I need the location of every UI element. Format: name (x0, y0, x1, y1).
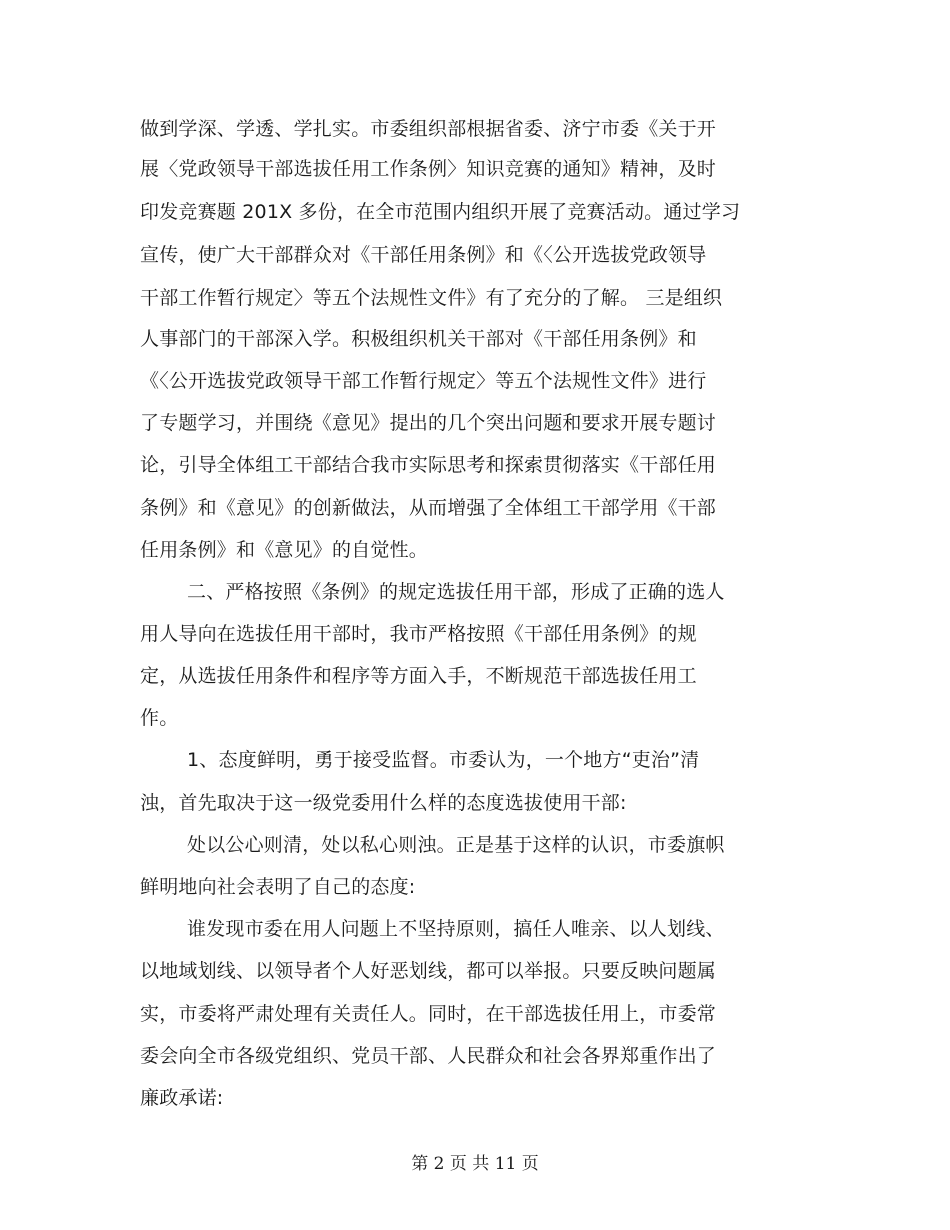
text-line: 论，引导全体组工干部结合我市实际思考和探索贯彻落实《干部任用 (140, 454, 717, 476)
text-line: 实，市委将严肃处理有关责任人。同时，在干部选拔任用上，市委常 (140, 1003, 717, 1025)
page-number-footer: 第 2 页 共 11 页 (411, 1154, 539, 1174)
paragraph-start: 1、态度鲜明，勇于接受监督。市委认为，一个地方“吏治”清 (187, 749, 700, 771)
paragraph-start: 二、严格按照《条例》的规定选拔任用干部，形成了正确的选人 (187, 581, 725, 603)
text-line: 任用条例》和《意见》的自觉性。 (140, 539, 429, 561)
text-line: 人事部门的干部深入学。积极组织机关干部对《干部任用条例》和 (140, 328, 697, 350)
paragraph-start: 处以公心则清，处以私心则浊。正是基于这样的认识，市委旗帜 (187, 834, 725, 856)
text-line: 宣传，使广大干部群众对《干部任用条例》和《〈公开选拔党政领导 (140, 244, 707, 266)
text-line: 廉政承诺: (140, 1087, 224, 1109)
text-line: 条例》和《意见》的创新做法，从而增强了全体组工干部学用《干部 (140, 497, 717, 519)
text-line: 展〈党政领导干部选拔任用工作条例〉知识竞赛的通知》精神，及时 (140, 158, 717, 180)
text-line: 用人导向在选拔任用干部时，我市严格按照《干部任用条例》的规 (140, 623, 697, 645)
text-line: 印发竞赛题 201X 多份，在全市范围内组织开展了竞赛活动。通过学习 (140, 201, 741, 223)
text-line: 做到学深、学透、学扎实。市委组织部根据省委、济宁市委《关于开 (140, 118, 717, 140)
text-line: 鲜明地向社会表明了自己的态度: (140, 876, 416, 898)
text-line: 了专题学习，并围绕《意见》提出的几个突出问题和要求开展专题讨 (140, 412, 717, 434)
paragraph-start: 谁发现市委在用人问题上不坚持原则，搞任人唯亲、以人划线、 (187, 918, 725, 940)
text-line: 以地域划线、以领导者个人好恶划线，都可以举报。只要反映问题属 (140, 960, 717, 982)
text-line: 定，从选拔任用条件和程序等方面入手，不断规范干部选拔任用工 (140, 665, 697, 687)
text-line: 作。 (140, 707, 179, 729)
text-line: 《〈公开选拔党政领导干部工作暂行规定〉等五个法规性文件》进行 (140, 370, 707, 392)
text-line: 干部工作暂行规定〉等五个法规性文件》有了充分的了解。 三是组织 (140, 287, 723, 309)
text-line: 浊，首先取决于这一级党委用什么样的态度选拔使用干部: (140, 792, 627, 814)
text-line: 委会向全市各级党组织、党员干部、人民群众和社会各界郑重作出了 (140, 1045, 717, 1067)
